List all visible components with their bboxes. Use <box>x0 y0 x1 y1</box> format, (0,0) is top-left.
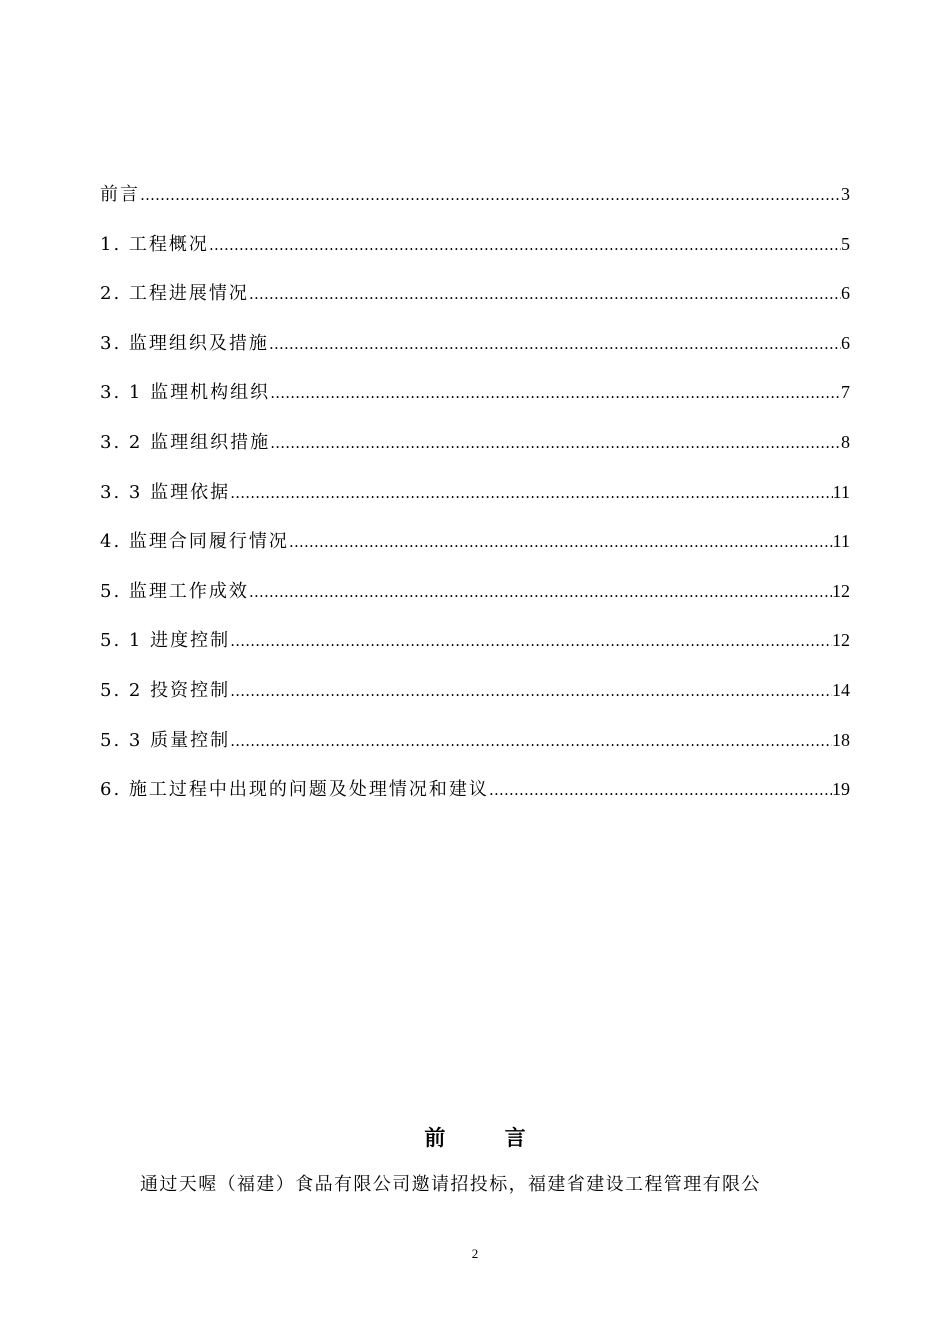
toc-entry-page: 6 <box>841 283 850 304</box>
toc-entry[interactable] <box>100 616 850 666</box>
toc-entry-title: 6. 施工过程中出现的问题及处理情况和建议 <box>100 779 489 801</box>
toc-entry-title: 5. 3 质量控制 <box>100 729 231 751</box>
table-of-contents <box>100 170 850 815</box>
toc-entry-page: 14 <box>832 679 850 700</box>
toc-dot-leader <box>249 270 841 319</box>
toc-dot-leader <box>289 518 833 567</box>
toc-dot-leader <box>140 171 841 220</box>
toc-dot-leader <box>230 717 832 766</box>
page-number: 2 <box>471 1246 479 1261</box>
toc-dot-leader <box>209 221 841 270</box>
toc-entry-title: 5. 监理工作成效 <box>100 580 249 602</box>
toc-entry[interactable] <box>100 220 850 270</box>
toc-entry[interactable] <box>100 319 850 369</box>
toc-entry[interactable] <box>100 567 850 617</box>
toc-entry-page: 7 <box>841 382 850 403</box>
toc-entry-title: 前言 <box>100 184 140 205</box>
toc-entry-page: 11 <box>832 481 850 502</box>
toc-entry[interactable] <box>100 170 850 220</box>
preface-heading: 前 言 <box>424 1125 552 1150</box>
toc-entry[interactable] <box>100 716 850 766</box>
toc-entry-title: 3. 3 监理依据 <box>100 481 231 503</box>
toc-entry-title: 3. 监理组织及措施 <box>100 332 269 354</box>
toc-entry-page: 8 <box>841 431 850 452</box>
toc-dot-leader <box>230 667 832 716</box>
toc-dot-leader <box>249 568 832 617</box>
toc-entry[interactable] <box>100 517 850 567</box>
toc-entry-title: 5. 1 进度控制 <box>100 630 231 652</box>
toc-dot-leader <box>230 617 832 666</box>
toc-entry-page: 12 <box>832 630 850 651</box>
toc-entry-page: 3 <box>841 184 850 204</box>
toc-entry-page: 5 <box>841 233 850 254</box>
toc-entry-title: 5. 2 投资控制 <box>100 679 231 701</box>
preface-paragraph: 通过天喔（福建）食品有限公司邀请招投标，福建省建设工程管理有限公 <box>140 1174 761 1195</box>
toc-entry[interactable] <box>100 765 850 815</box>
toc-entry[interactable] <box>100 418 850 468</box>
toc-dot-leader <box>230 469 833 518</box>
toc-entry-title: 4. 监理合同履行情况 <box>100 531 289 553</box>
toc-entry-page: 19 <box>832 779 850 800</box>
toc-entry-page: 11 <box>832 531 850 552</box>
toc-entry-title: 3. 2 监理组织措施 <box>100 431 271 453</box>
toc-dot-leader <box>270 369 841 418</box>
toc-entry[interactable] <box>100 269 850 319</box>
toc-entry[interactable] <box>100 468 850 518</box>
toc-entry-title: 1. 工程概况 <box>100 233 209 255</box>
toc-entry-page: 6 <box>841 332 850 353</box>
toc-dot-leader <box>269 320 841 369</box>
toc-entry[interactable] <box>100 368 850 418</box>
toc-entry-page: 12 <box>832 580 850 601</box>
toc-entry-title: 3. 1 监理机构组织 <box>100 382 271 404</box>
toc-entry-page: 18 <box>832 729 850 750</box>
toc-dot-leader <box>489 766 832 815</box>
toc-entry[interactable] <box>100 666 850 716</box>
toc-entry-title: 2. 工程进展情况 <box>100 283 249 305</box>
toc-dot-leader <box>270 419 841 468</box>
